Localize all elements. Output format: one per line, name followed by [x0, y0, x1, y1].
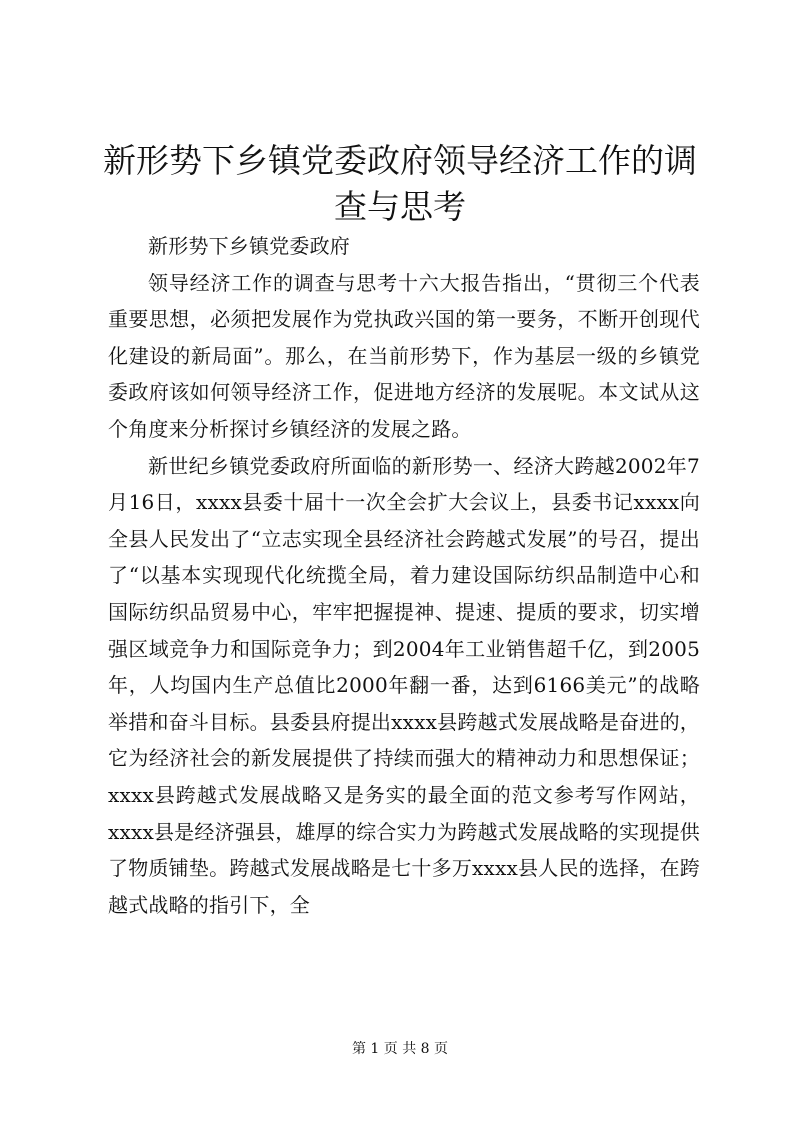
- paragraph-2: 领导经济工作的调查与思考十六大报告指出，“贯彻三个代表重要思想，必须把发展作为党执政兴国的第一要务，不断开创现代化建设的新局面”。那么，在当前形势下，作为基层一级的乡镇党委政府该如何领导经济工作，促进地方经济的发展呢。本文试从这个角度来分析探讨乡镇经济的发展之路。: [108, 270, 700, 441]
- page-number-footer: 第 1 页 共 8 页: [351, 1041, 449, 1057]
- document-body: [108, 228, 700, 923]
- paragraph-1: 新形势下乡镇党委政府: [148, 234, 350, 258]
- paragraph-3: 新世纪乡镇党委政府所面临的新形势一、经济大跨越2002年7月16日，xxxx县委十届十一次全会扩大会议上，县委书记xxxx向全县人民发出了“立志实现全县经济社会跨越式发展”的号召，提出了“以基本实现现代化统揽全局，着力建设国际纺织品制造中心和国际纺织品贸易中心，牢牢把握提神、提速、提质的要求，切实增强区域竞争力和国际竞争力；到2004年工业销售超千亿，到2005年，人均国内生产总值比2000年翻一番，达到6166美元”的战略举措和奋斗目标。县委县府提出xxxx县跨越式发展战略是奋进的，它为经济社会的新发展提供了持续而强大的精神动力和思想保证；xxxx县跨越式发展战略又是务实的最全面的范文参考写作网站，xxxx县是经济强县，雄厚的综合实力为跨越式发展战略的实现提供了物质铺垫。跨越式发展战略是七十多万xxxx县人民的选择，在跨越式战略的指引下，全: [108, 453, 700, 917]
- document-title: 新形势下乡镇党委政府领导经济工作的调查与思考: [103, 141, 697, 226]
